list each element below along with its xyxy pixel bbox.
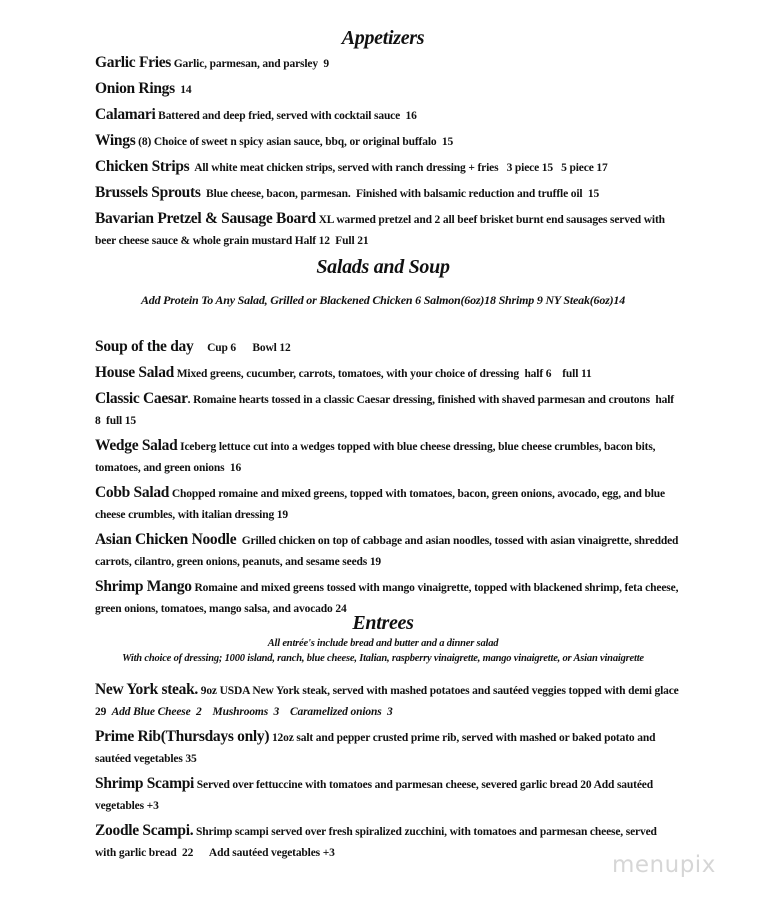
menu-item (95, 726, 680, 770)
item-name: Asian Chicken Noodle (95, 531, 237, 548)
menu-item (95, 208, 680, 252)
entrees-title: Entrees (352, 612, 414, 634)
item-desc: Mixed greens, cucumber, carrots, tomatoes, with your choice of dressing half 6 full 11 (173, 368, 592, 380)
menu-item (95, 773, 680, 817)
salads-title: Salads and Soup (316, 256, 450, 278)
item-name: New York steak. (95, 681, 198, 698)
appetizers-title: Appetizers (341, 27, 425, 49)
menu-item (95, 482, 680, 526)
item-desc: Shrimp scampi served over fresh spiralized zucchini, with tomatoes and parmesan cheese, served with garlic bread 22 Add sautéed vegetables +3 (95, 826, 660, 859)
item-desc: Battered and deep fried, served with cocktail sauce 16 (155, 110, 417, 122)
item-desc: Served over fettuccine with tomatoes and parmesan cheese, severed garlic bread 20 Add sautéed vegetables +3 (95, 779, 656, 812)
menu-item (95, 130, 680, 153)
dressing-note: With choice of dressing; 1000 island, ranch, blue cheese, Italian, raspberry vinaigrette, mango vinaigrette, or Asian vinaigrette (122, 653, 644, 664)
menu-item (95, 182, 680, 205)
item-desc: Blue cheese, bacon, parmesan. Finished with balsamic reduction and truffle oil 15 (200, 188, 600, 200)
menu-item (95, 362, 680, 385)
menu-item (95, 104, 680, 127)
watermark-logo: menupix (612, 852, 716, 878)
item-name: Soup of the day (95, 338, 194, 355)
item-name: Prime Rib(Thursdays only) (95, 728, 270, 745)
item-desc: Cup 6 Bowl 12 (193, 342, 291, 354)
item-name: House Salad (95, 364, 174, 381)
item-desc: 14 (174, 84, 192, 96)
menu-item (95, 156, 680, 179)
item-desc: Grilled chicken on top of cabbage and asian noodles, tossed with asian vinaigrette, shredded carrots, cilantro, green onions, peanuts, and sesame seeds 19 (95, 535, 682, 568)
menu-item (95, 388, 680, 432)
item-desc: XL warmed pretzel and 2 all beef brisket burnt end sausages served with beer cheese sauce & whole grain mustard Half 12 Full 21 (95, 214, 668, 247)
menu-item (95, 435, 680, 479)
protein-note: Add Protein To Any Salad, Grilled or Blackened Chicken 6 Salmon(6oz)18 Shrimp 9 NY Steak(6oz)14 (140, 293, 626, 307)
item-name: Calamari (95, 106, 156, 123)
menu-item (95, 679, 685, 723)
item-name: Onion Rings (95, 80, 175, 97)
entrees-list (95, 679, 685, 867)
appetizers-list (95, 52, 680, 255)
item-name: Cobb Salad (95, 484, 170, 501)
menu-item (95, 336, 680, 359)
item-name: Chicken Strips (95, 158, 190, 175)
item-desc: Romaine and mixed greens tossed with mango vinaigrette, topped with blackened shrimp, feta cheese, green onions, tomatoes, mango salsa, and avocado 24 (95, 582, 682, 615)
item-desc: 12oz salt and pepper crusted prime rib, served with mashed or baked potato and sautéed vegetables 35 (95, 732, 659, 765)
item-name: Shrimp Mango (95, 578, 192, 595)
item-name: Wings (95, 132, 136, 149)
item-name: Classic Caesar (95, 390, 188, 407)
item-desc: Garlic, parmesan, and parsley 9 (171, 58, 329, 70)
item-desc: . Romaine hearts tossed in a classic Caesar dressing, finished with shaved parmesan and croutons half 8 full 15 (95, 394, 677, 427)
item-name: Wedge Salad (95, 437, 178, 454)
item-desc: (8) Choice of sweet n spicy asian sauce, bbq, or original buffalo 15 (135, 136, 454, 148)
menu-item (95, 529, 680, 573)
item-name: Brussels Sprouts (95, 184, 201, 201)
item-desc: 9oz USDA New York steak, served with mashed potatoes and sautéed veggies topped with demi glace 29 (95, 685, 685, 718)
item-name: Zoodle Scampi. (95, 822, 194, 839)
item-addons: Add Blue Cheese 2 Mushrooms 3 Caramelized onions 3 (111, 706, 393, 718)
menu-item (95, 820, 680, 864)
menu-item (95, 78, 680, 101)
salads-list (95, 336, 680, 623)
item-desc: All white meat chicken strips, served with ranch dressing + fries 3 piece 15 5 piece 17 (189, 162, 608, 174)
item-name: Bavarian Pretzel & Sausage Board (95, 210, 316, 227)
menu-item (95, 52, 680, 75)
item-desc: Chopped romaine and mixed greens, topped with tomatoes, bacon, green onions, avocado, egg, and blue cheese crumbles, with italian dressing 19 (95, 488, 668, 521)
item-desc: Iceberg lettuce cut into a wedges topped with blue cheese dressing, blue cheese crumbles, bacon bits, tomatoes, and green onions 16 (95, 441, 659, 474)
item-name: Garlic Fries (95, 54, 172, 71)
entrees-note: All entrée's include bread and butter and a dinner salad (267, 638, 499, 649)
item-name: Shrimp Scampi (95, 775, 195, 792)
